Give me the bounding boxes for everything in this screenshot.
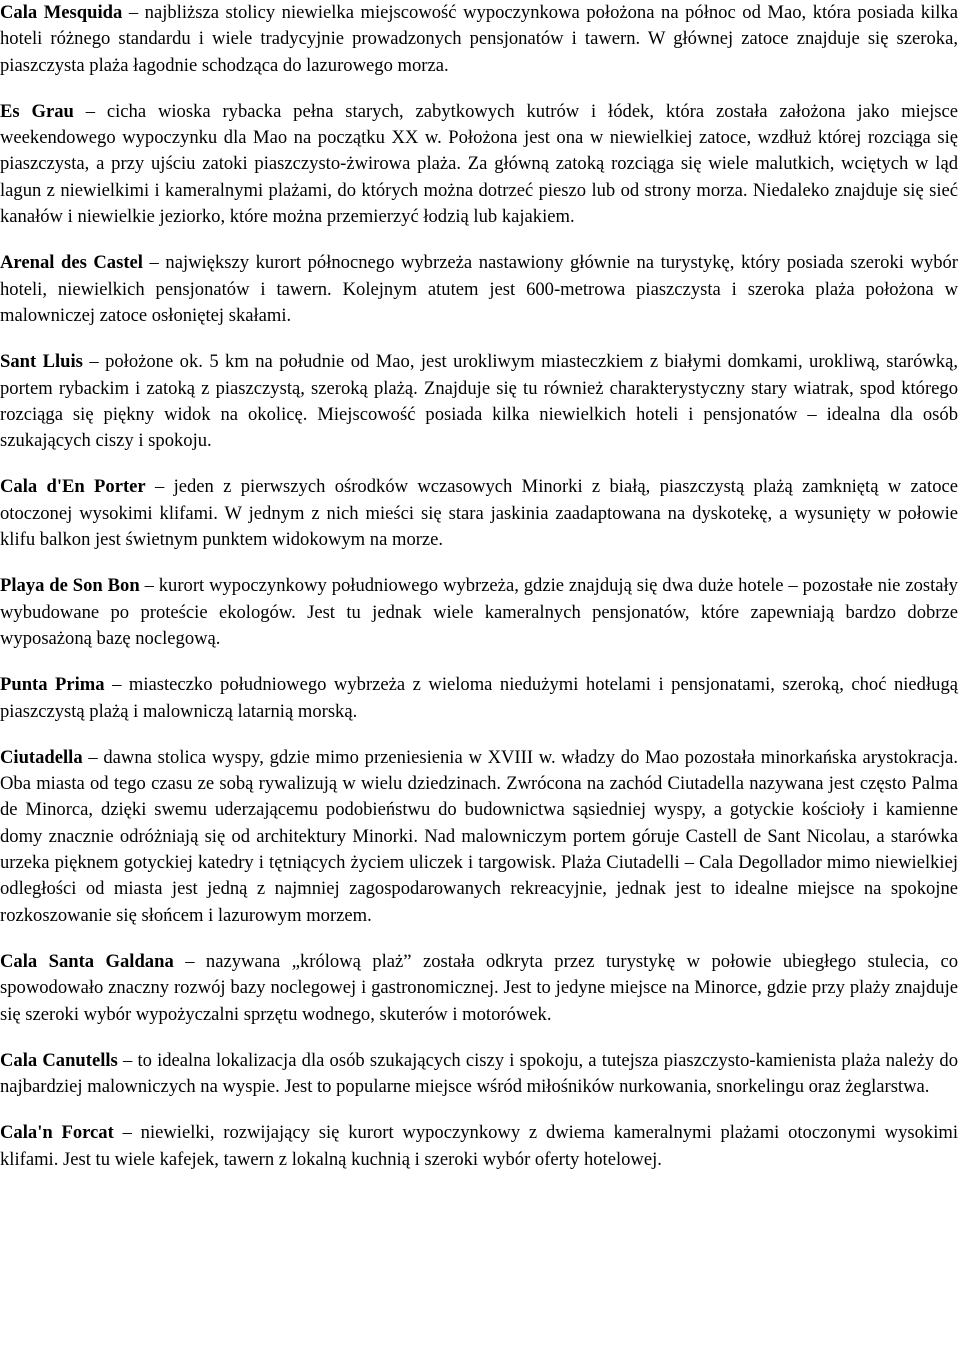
entry-description: – miasteczko południowego wybrzeża z wieloma niedużymi hotelami i pensjonatami, szeroką, choć niedługą piaszczystą plażą i malowniczą latarnią morską. <box>0 674 958 722</box>
entry-title: Cala Mesquida <box>0 2 123 23</box>
entry-description: – najbliższa stolicy niewielka miejscowość wypoczynkowa położona na północ od Mao, która posiada kilka hoteli różnego standardu i wiele tradycyjnie prowadzonych pensjonatów i tawern. W głównej zatoce znajduje się szeroka, piaszczysta plaża łagodnie schodząca do lazurowego morza. <box>0 2 958 76</box>
entry-description: – kurort wypoczynkowy południowego wybrzeża, gdzie znajdują się dwa duże hotele – pozostałe nie zostały wybudowane po proteście ekologów. Jest tu jednak wiele kameralnych pensjonatów, które zapewniają bardzo dobrze wyposażoną bazę noclegową. <box>0 575 958 649</box>
entry-description: – cicha wioska rybacka pełna starych, zabytkowych kutrów i łódek, która została założona jako miejsce weekendowego wypoczynku dla Mao na początku XX w. Położona jest ona w niewielkiej zatoce, wzdłuż której rozciąga się piaszczysta, a przy ujściu zatoki piaszczysto-żwirowa plaża. Za główną zatoką rozciąga się wiele malutkich, wciętych w ląd lagun z niewielkimi i kameralnymi plażami, do których można dotrzeć pieszo lub od strony morza. Niedaleko znajduje się sieć kanałów i niewielkie jeziorko, które można przemierzyć łodzią lub kajakiem. <box>0 100 959 228</box>
entry-title: Cala Santa Galdana <box>0 950 174 972</box>
entry-cala-mesquida <box>0 0 958 79</box>
entry-description: – największy kurort północnego wybrzeża nastawiony głównie na turystykę, który posiada szeroki wybór hoteli, niewielkich pensjonatów i tawern. Kolejnym atutem jest 600-metrowa piaszczysta i szeroka plaża położona w malowniczej zatoce osłoniętej skałami. <box>0 252 958 326</box>
entry-description: – jeden z pierwszych ośrodków wczasowych Minorki z białą, piaszczystą plażą zamkniętą w zatoce otoczonej wysokimi klifami. W jednym z nich mieści się stara jaskinia zaadaptowana na dyskotekę, a wysunięty w połowie klifu balkon jest świetnym punktem widokowym na morze. <box>0 476 958 551</box>
entry-cala-den-porter <box>0 474 958 553</box>
entry-sant-lluis <box>0 349 958 454</box>
entry-title: Cala d'En Porter <box>0 476 146 498</box>
entry-title: Cala'n Forcat <box>0 1122 114 1144</box>
entry-arenal-des-castel <box>0 250 958 329</box>
entry-description: – dawna stolica wyspy, gdzie mimo przeniesienia w XVIII w. władzy do Mao pozostała minorkańska arystokracja. Oba miasta od tego czasu ze sobą rywalizują w wielu dziedzinach. Zwrócona na zachód Ciutadella nazywana jest często Palma de Minorca, dzięki swemu uderzającemu podobieństwu do budownictwa sąsiedniej wyspy, a gotyckie kościoły i kamienne domy znacznie odróżniają się od architektury Minorki. Nad malowniczym portem góruje Castell de Sant Nicolau, a starówka urzeka pięknem gotyckiej katedry i tętniących życiem uliczek i targowisk. Plaża Ciutadelli – Cala Degollador mimo niewielkiej odległości od miasta jest jedną z najmniej zagospodarowanych rekreacyjnie, jednak jest to idealne miejsce na spokojne rozkoszowanie się słońcem i lazurowym morzem. <box>0 746 958 926</box>
entry-description: – niewielki, rozwijający się kurort wypoczynkowy z dwiema kameralnymi plażami otoczonymi wysokimi klifami. Jest tu wiele kafejek, tawern z lokalną kuchnią i szeroki wybór oferty hotelowej. <box>0 1122 959 1170</box>
entry-calan-forcat <box>0 1120 958 1173</box>
entry-description: – położone ok. 5 km na południe od Mao, jest urokliwym miasteczkiem z białymi domkami, urokliwą, starówką, portem rybackim i zatoką z piaszczystą, szeroką plażą. Znajduje się tu również charakterystyczny stary wiatrak, spod którego rozciąga się piękny widok na okolicę. Miejscowość posiada kilka niewielkich hoteli i pensjonatów – idealna dla osób szukających ciszy i spokoju. <box>0 351 958 452</box>
entry-description: – nazywana „królową plaż” została odkryta przez turystykę w połowie ubiegłego stulecia, co spowodowało znaczny rozwój bazy noclegowej i gastronomicznej. Jest to jedyne miejsce na Minorce, gdzie przy plaży znajduje się szeroki wybór wypożyczalni sprzętu wodnego, skuterów i motorówek. <box>0 950 959 1025</box>
entry-title: Sant Lluis <box>0 351 83 373</box>
entry-cala-santa-galdana <box>0 949 958 1028</box>
entry-title: Es Grau <box>0 100 74 122</box>
entry-description: – to idealna lokalizacja dla osób szukających ciszy i spokoju, a tutejsza piaszczysto-kamienista plaża należy do najbardziej malowniczych na wyspie. Jest to popularne miejsce wśród miłośników nurkowania, snorkelingu oraz żeglarstwa. <box>0 1049 958 1098</box>
entry-ciutadella <box>0 745 958 929</box>
entry-title: Punta Prima <box>0 674 105 696</box>
entry-es-grau <box>0 99 958 230</box>
entry-cala-canutells <box>0 1048 958 1101</box>
entry-playa-de-son-bon <box>0 573 958 652</box>
entry-title: Arenal des Castel <box>0 252 143 274</box>
entry-title: Playa de Son Bon <box>0 575 140 597</box>
entry-title: Ciutadella <box>0 746 83 768</box>
entry-punta-prima <box>0 672 958 725</box>
entry-title: Cala Canutells <box>0 1049 118 1071</box>
